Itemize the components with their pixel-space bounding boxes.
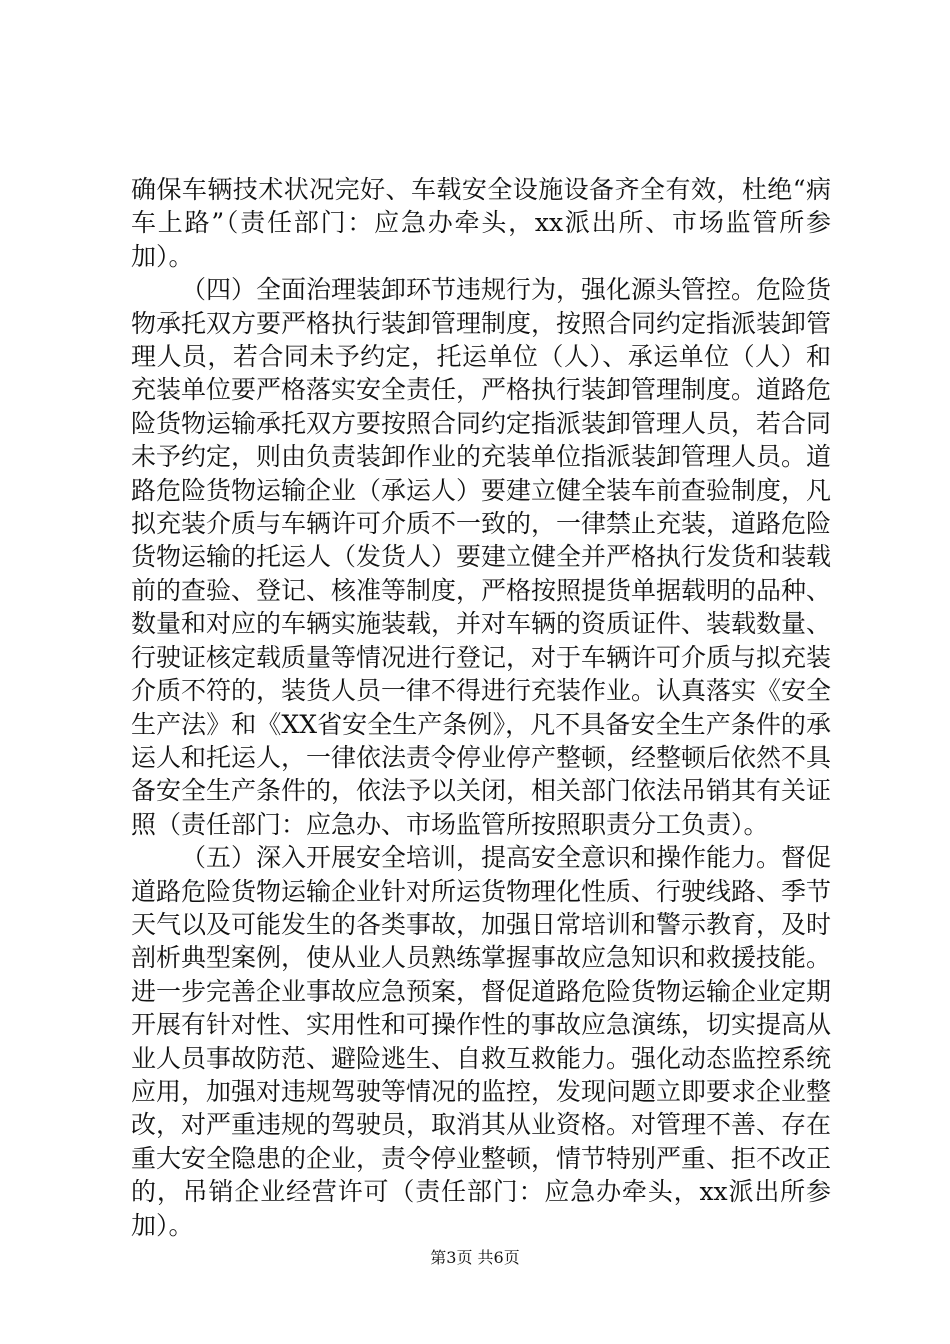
paragraph-section-four: （四）全面治理装卸环节违规行为，强化源头管控。危险货物承托双方要严格执行装卸管理制度，按照合同约定指派装卸管理人员，若合同未予约定，托运单位（人）、承运单位（人）和充装单位要严格落实安全责任，严格执行装卸管理制度。道路危险货物运输承托双方要按照合同约定指派装卸管理人员，若合同未予约定，则由负责装卸作业的充装单位指派装卸管理人员。道路危险货物运输企业（承运人）要建立健全装车前查验制度，凡拟充装介质与车辆许可介质不一致的，一律禁止充装，道路危险货物运输的托运人（发货人）要建立健全并严格执行发货和装载前的查验、登记、核准等制度，严格按照提货单据载明的品种、数量和对应的车辆实施装载，并对车辆的资质证件、装载数量、行驶证核定载质量等情况进行登记，对于车辆许可介质与拟充装介质不符的，装货人员一律不得进行充装作业。认真落实《安全生产法》和《XX省安全生产条例》，凡不具备安全生产条件的承运人和托运人，一律依法责令停业停产整顿，经整顿后依然不具备安全生产条件的，依法予以关闭，相关部门依法吊销其有关证照（责任部门：应急办、市场监管所按照职责分工负责）。 bbox=[131, 275, 832, 839]
paragraph-section-five: （五）深入开展安全培训，提高安全意识和操作能力。督促道路危险货物运输企业针对所运货物理化性质、行驶线路、季节天气以及可能发生的各类事故，加强日常培训和警示教育，及时剖析典型案例，使从业人员熟练掌握事故应急知识和救援技能。进一步完善企业事故应急预案，督促道路危险货物运输企业定期开展有针对性、实用性和可操作性的事故应急演练，切实提高从业人员事故防范、避险逃生、自救互救能力。强化动态监控系统应用，加强对违规驾驶等情况的监控，发现问题立即要求企业整改，对严重违规的驾驶员，取消其从业资格。对管理不善、存在重大安全隐患的企业，责令停业整顿，情节特别严重、拒不改正的，吊销企业经营许可（责任部门：应急办牵头，xx派出所参加）。 bbox=[131, 843, 832, 1240]
page-number-footer: 第3页 共6页 bbox=[430, 1248, 520, 1267]
document-body bbox=[131, 173, 831, 1242]
paragraph-continuation: 确保车辆技术状况完好、车载安全设施设备齐全有效，杜绝“病车上路”（责任部门：应急办牵头，xx派出所、市场监管所参加）。 bbox=[131, 175, 831, 271]
